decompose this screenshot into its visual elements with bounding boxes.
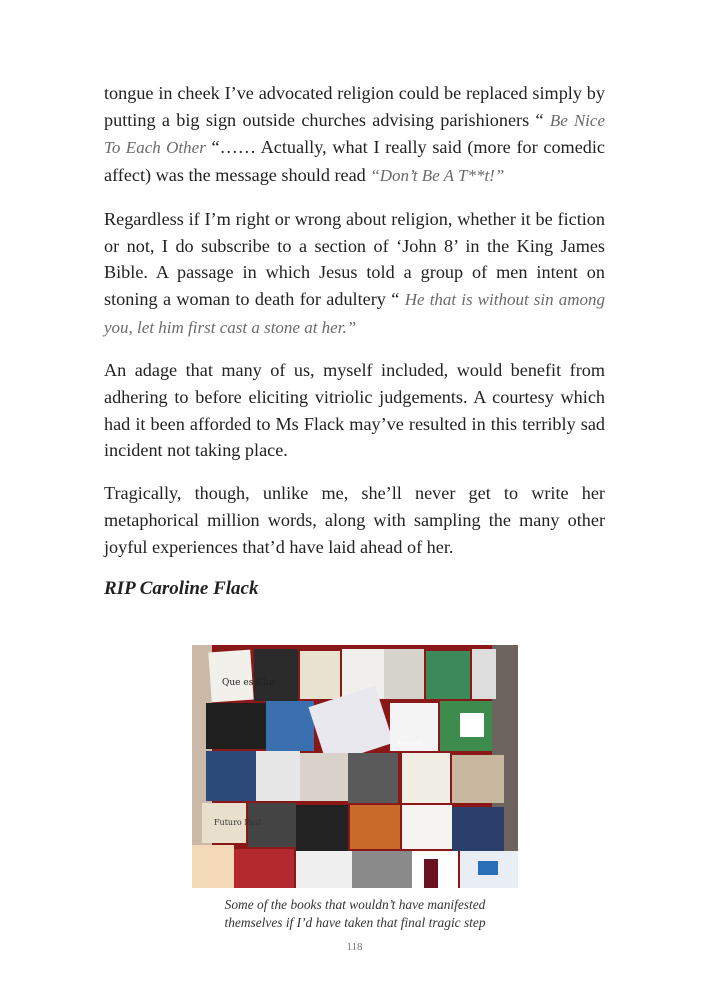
section-heading: RIP Caroline Flack <box>104 578 259 600</box>
body-text-run: Tragically, though, unlike me, she’ll never get to write her metaphorical million words, along with sampling the many other joyful experiences that’d have laid ahead of her. <box>104 483 605 557</box>
quote-text: Be Nice To Each Other <box>104 110 605 158</box>
book-title-1: Que es Che <box>222 678 275 688</box>
body-text-run: An adage that many of us, myself included, would benefit from adhering to before eliciting vitriolic judgements. A courtesy which had it been afforded to Ms Flack may’ve resulted in this terribly sad incident not taking place. <box>104 360 605 461</box>
page-number: 118 <box>346 941 363 953</box>
caption-line-1: Some of the books that wouldn’t have manifested <box>224 897 486 912</box>
book-collage-illustration <box>192 645 518 888</box>
book-title-3: Bequest <box>398 740 423 747</box>
body-text-run: Regardless if I’m right or wrong about religion, whether it be fiction or not, I do subscribe to a section of ‘John 8’ in the King James Bible. A passage in which Jesus told a group of men intent on stoning a woman to death for adultery “ <box>104 208 605 309</box>
body-text-run: “…… Actually, what I really said (more for comedic affect) was the message should read <box>104 137 605 186</box>
photo-caption <box>192 896 518 932</box>
caption-line-2: themselves if I’d have taken that final tragic step <box>224 915 486 930</box>
quote-text: “Don’t Be A T**t!” <box>370 166 505 186</box>
quote-text: He that is without sin among you, let him first cast a stone at her.” <box>104 289 606 337</box>
book-collage-photo <box>192 645 518 888</box>
paragraph <box>104 480 605 560</box>
paragraph <box>104 357 605 464</box>
paragraph <box>104 80 605 190</box>
body-text <box>104 80 605 560</box>
book-title-2: Futuro Past <box>214 818 262 827</box>
page-body <box>104 80 605 602</box>
paragraph <box>104 206 605 342</box>
body-text-run: tongue in cheek I’ve advocated religion could be replaced simply by putting a big sign outside churches advising parishioners “ <box>104 83 605 130</box>
